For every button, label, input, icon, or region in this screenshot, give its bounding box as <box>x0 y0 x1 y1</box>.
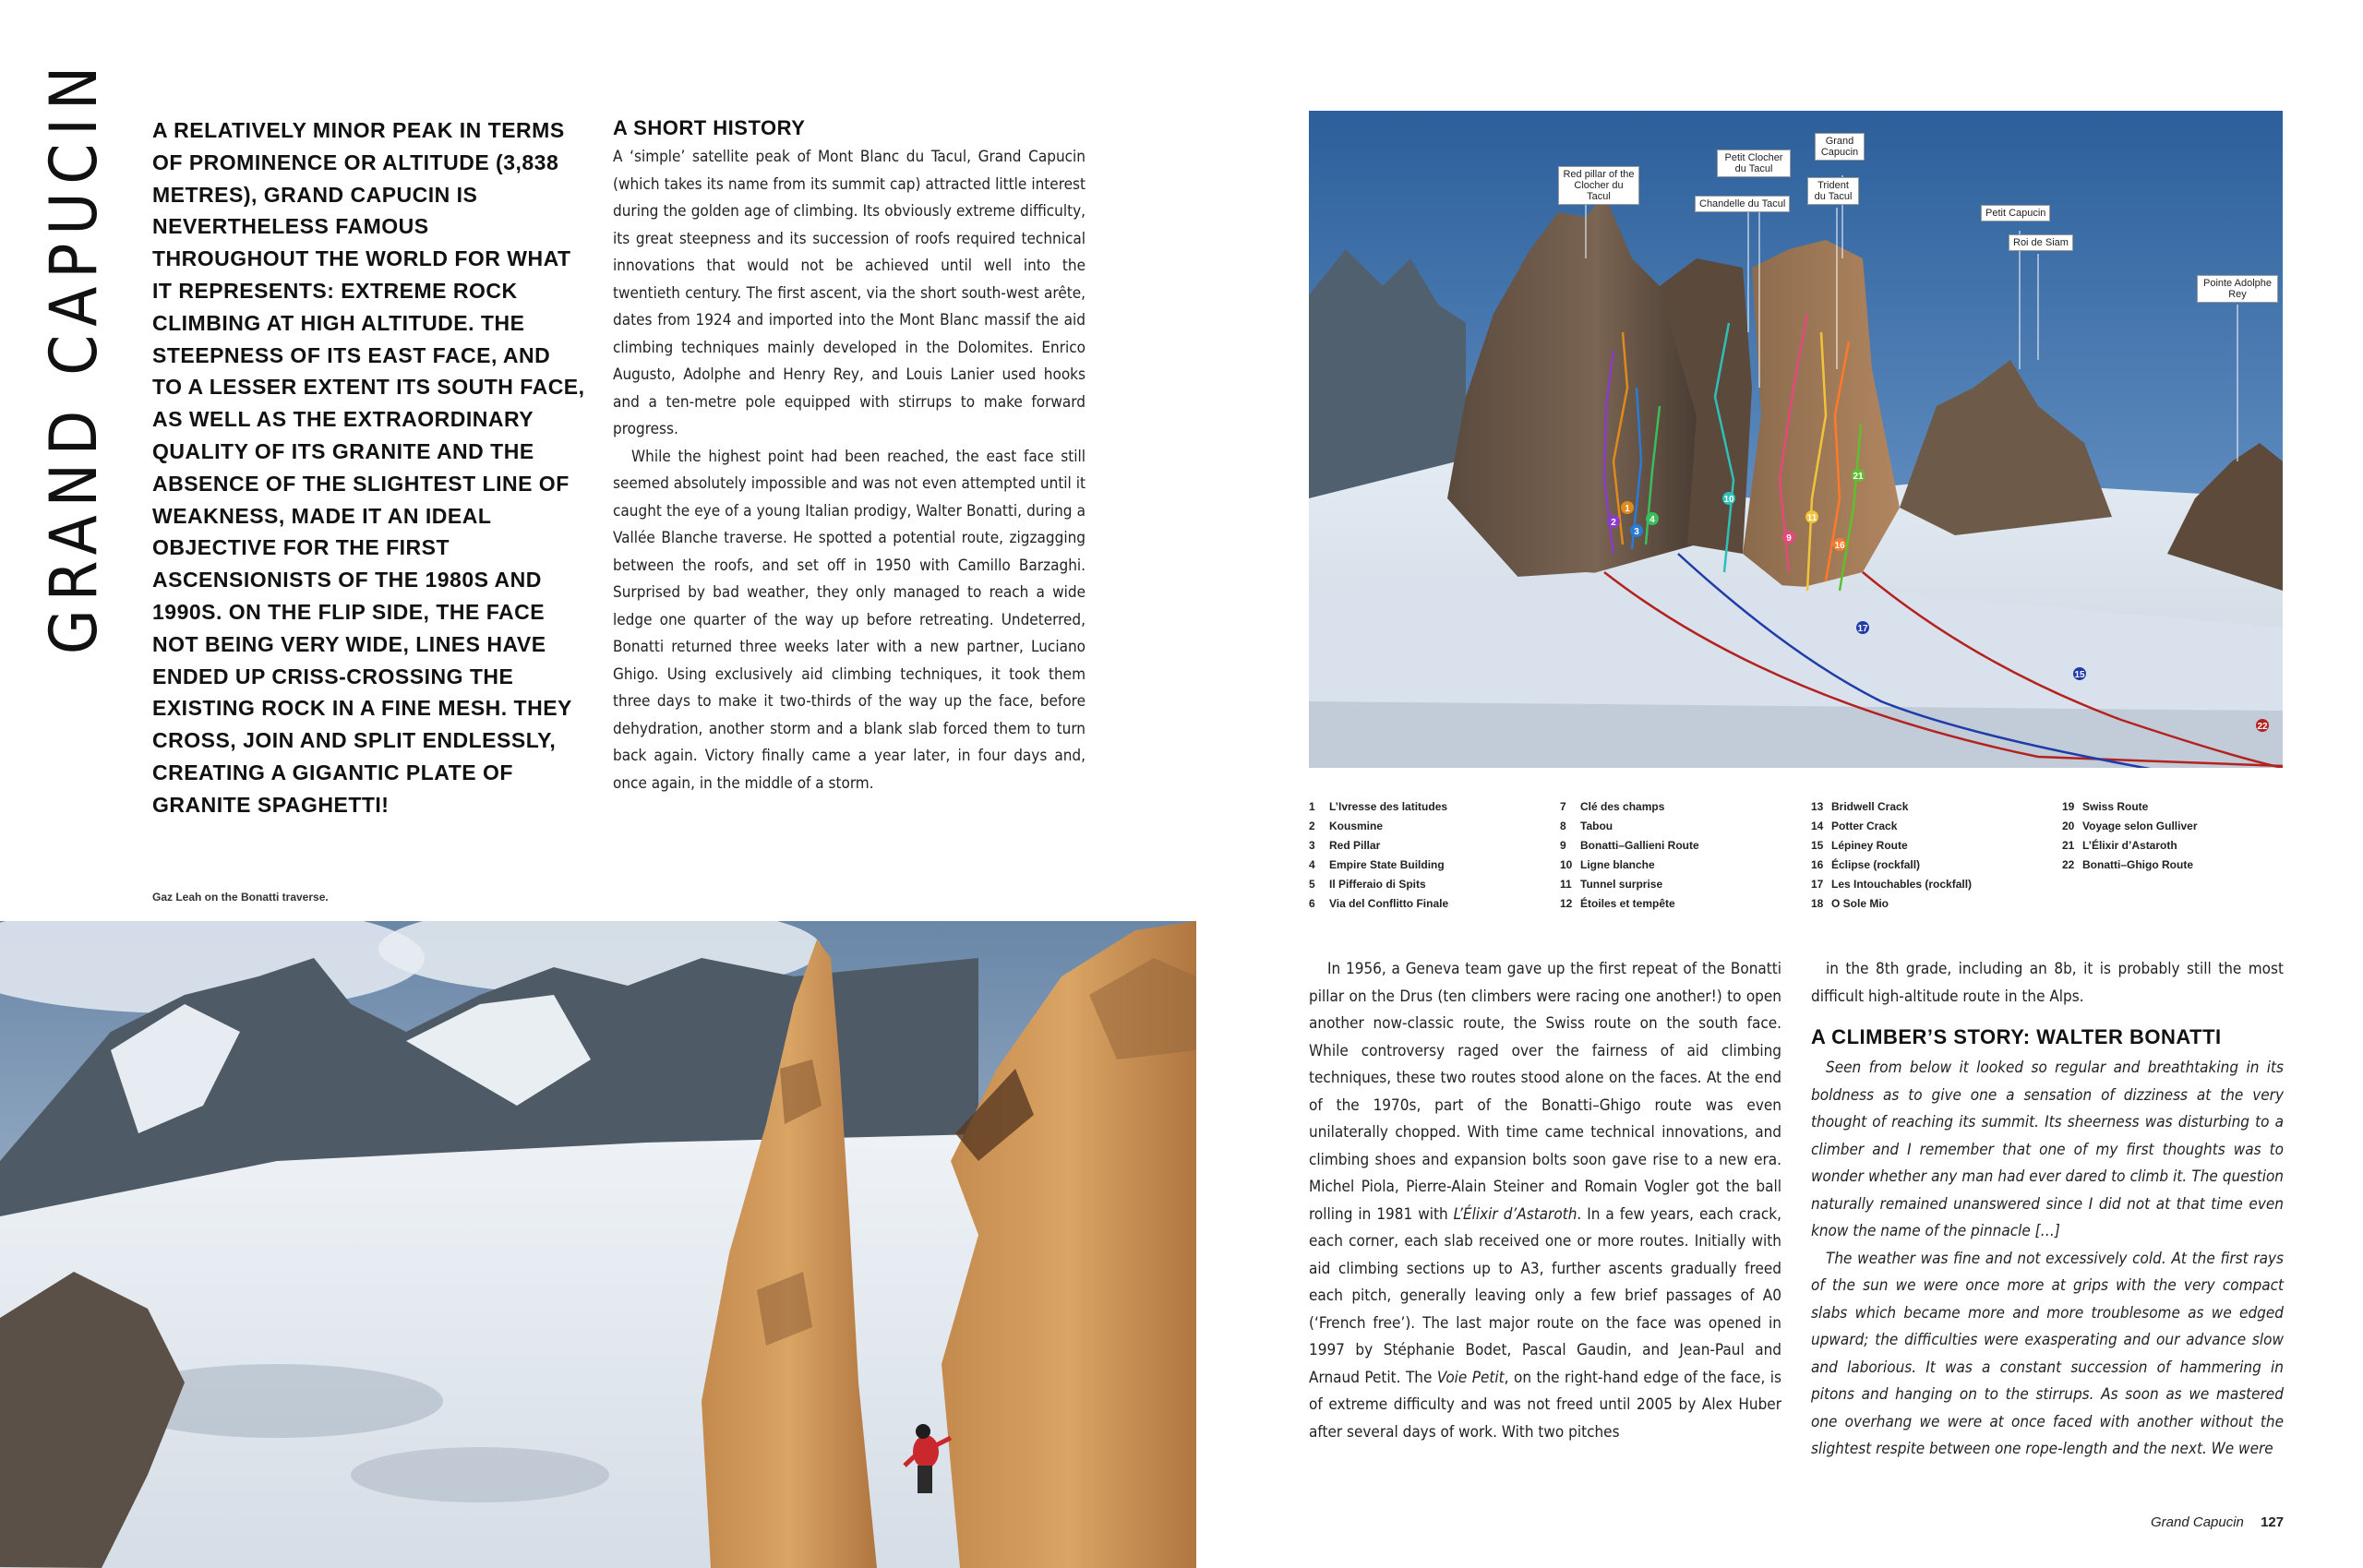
map-label-trident: Trident du Tacul <box>1807 177 1859 205</box>
route-map-photo <box>1309 111 2283 768</box>
svg-text:4: 4 <box>1649 515 1655 525</box>
legend-item: 14 Potter Crack <box>1811 820 1898 832</box>
legend-column-3 <box>1811 797 2060 914</box>
map-label-pointe-adolphe-rey: Pointe Adolphe Rey <box>2197 275 2278 303</box>
short-history-section <box>613 116 1086 797</box>
chapter-title-block <box>30 57 118 655</box>
legend-item: 16 Éclipse (rockfall) <box>1811 858 1921 871</box>
legend-item: 19 Swiss Route <box>2062 800 2149 813</box>
climber-story-quote-2: The weather was fine and not excessively cold. At the first rays of the sun we were once more at grips with the very compact slabs which became more and more troublesome as we edged upward; the difficulties were exasperating and our advance slow and laborious. It was a constant succession of hammering in pitons and hanging on to the stirrups. As soon as we mastered one overhang we were at once faced with another without the slightest respite between one rope-length and the next. We were <box>1811 1249 2284 1458</box>
legend-item: 10 Ligne blanche <box>1560 858 1655 871</box>
route-map-illustration <box>1309 111 2283 768</box>
legend-item: 4 Empire State Building <box>1309 858 1445 871</box>
svg-text:9: 9 <box>1786 533 1792 544</box>
page-footer <box>2151 1514 2284 1530</box>
map-label-petit-clocher: Petit Clocher du Tacul <box>1717 150 1791 177</box>
chapter-title: GRAND CAPUCIN <box>36 57 112 655</box>
legend-column-1 <box>1309 797 1558 914</box>
svg-text:22: 22 <box>2257 722 2268 732</box>
legend-item: 6 Via del Conflitto Finale <box>1309 897 1449 910</box>
photo-caption: Gaz Leah on the Bonatti traverse. <box>152 891 329 904</box>
svg-text:2: 2 <box>1611 518 1616 528</box>
map-label-chandelle: Chandelle du Tacul <box>1695 196 1790 212</box>
svg-text:15: 15 <box>2074 670 2085 680</box>
page-number: 127 <box>2261 1514 2285 1530</box>
short-history-paragraph-2: While the highest point had been reached, the east face still seemed absolutely impossible and was not even attempted until it caught the eye of a young Italian prodigy, Walter Bonatti, during a Vallée Blanche traverse. He spotted a potential route, zigzagging between the roofs, and set off in 1950 with Camillo Barzaghi. Surprised by bad weather, they only managed to reach a wide ledge one quarter of the way up before retreating. Undeterred, Bonatti returned three weeks later with a new partner, Luciano Ghigo. Using exclusively aid climbing techniques, it took them three days to make it two-thirds of the way up the face, before dehydration, another storm and a blank slab forced them to turn back again. Victory finally came a year later, in four days and, once again, in the middle of a storm. <box>613 447 1086 793</box>
legend-item: 12 Étoiles et tempête <box>1560 897 1675 910</box>
legend-item: 1 L’Ivresse des latitudes <box>1309 800 1448 813</box>
legend-item: 11 Tunnel surprise <box>1560 878 1663 891</box>
legend-item: 8 Tabou <box>1560 820 1613 832</box>
short-history-paragraph-1: A ‘simple’ satellite peak of Mont Blanc du Tacul, Grand Capucin (which takes its name from its summit cap) attracted little interest during the golden age of climbing. Its obviously extreme difficulty, its great steepness and its succession of roofs required technical innovations that would not be achieved until well into the twentieth century. The first ascent, via the short south-west arête, dates from 1924 and imported into the Mont Blanc massif the aid climbing techniques mainly developed in the Dolomites. Enrico Augusto, Adolphe and Henry Rey, and Louis Lanier used hooks and a ten-metre pole equipped with stirrups to make forward progress. <box>613 148 1086 438</box>
map-label-roi-de-siam: Roi de Siam <box>2009 234 2073 251</box>
legend-item: 17 Les Intouchables (rockfall) <box>1811 878 1973 891</box>
legend-item: 9 Bonatti–Gallieni Route <box>1560 839 1699 852</box>
legend-item: 3 Red Pillar <box>1309 839 1381 852</box>
svg-text:16: 16 <box>1834 541 1845 551</box>
svg-text:1: 1 <box>1625 504 1630 514</box>
legend-item: 2 Kousmine <box>1309 820 1384 832</box>
svg-text:3: 3 <box>1634 527 1639 537</box>
svg-text:21: 21 <box>1853 472 1864 482</box>
climber-photo-illustration <box>0 921 1196 1568</box>
legend-item: 20 Voyage selon Gulliver <box>2062 820 2198 832</box>
main-text-column-2 <box>1811 956 2284 1464</box>
climber-story-quote-1: Seen from below it looked so regular and breathtaking in its boldness as to give one a sensation of dizziness at the very thought of reaching its summit. Its sheerness was disturbing to a climber and I remember that one of my first thoughts was to wonder whether any man had ever dared to climb it. The question naturally remained unanswered since I did not at that time even know the name of the pinnacle […] <box>1811 1059 2284 1240</box>
main-text-continuation: in the 8th grade, including an 8b, it is probably still the most difficult high-altitude route in the Alps. <box>1811 960 2284 1006</box>
climber-story-body <box>1811 1055 2284 1464</box>
legend-column-2 <box>1560 797 1809 914</box>
legend-item: 15 Lépiney Route <box>1811 839 1908 852</box>
running-footer-title: Grand Capucin <box>2151 1514 2244 1530</box>
intro-paragraph: A RELATIVELY MINOR PEAK IN TERMS OF PROMINENCE OR ALTITUDE (3,838 METRES), GRAND CAPUCIN IS NEVERTHELESS FAMOUS THROUGHOUT THE WORLD FOR WHAT IT REPRESENTS: EXTREME ROCK CLIMBING AT HIGH ALTITUDE. THE STEEPNESS OF ITS EAST FACE, AND TO A LESSER EXTENT ITS SOUTH FACE, AS WELL AS THE EXTRAORDINARY QUALITY OF ITS GRANITE AND THE ABSENCE OF THE SLIGHTEST LINE OF WEAKNESS, MADE IT AN IDEAL OBJECTIVE FOR THE FIRST ASCENSIONISTS OF THE 1980S AND 1990S. ON THE FLIP SIDE, THE FACE NOT BEING VERY WIDE, LINES HAVE ENDED UP CRISS-CROSSING THE EXISTING ROCK IN A FINE MESH. THEY CROSS, JOIN AND SPLIT ENDLESSLY, CREATING A GIGANTIC PLATE OF GRANITE SPAGHETTI! <box>152 118 585 817</box>
legend-item: 21 L’Élixir d’Astaroth <box>2062 839 2177 852</box>
legend-item: 18 O Sole Mio <box>1811 897 1889 910</box>
climber-story-heading: A CLIMBER’S STORY: WALTER BONATTI <box>1811 1025 2222 1048</box>
legend-column-4 <box>2062 797 2311 875</box>
map-label-red-pillar: Red pillar of the Clocher du Tacul <box>1558 166 1639 205</box>
svg-text:11: 11 <box>1806 513 1817 523</box>
short-history-heading: A SHORT HISTORY <box>613 116 806 139</box>
climber-photo <box>0 921 1196 1568</box>
short-history-body <box>613 144 1086 797</box>
svg-text:10: 10 <box>1723 495 1734 505</box>
map-label-petit-capucin: Petit Capucin <box>1981 205 2050 221</box>
map-label-grand-capucin: Grand Capucin <box>1815 133 1865 161</box>
legend-item: 5 Il Pifferaio di Spits <box>1309 878 1426 891</box>
legend-item: 22 Bonatti–Ghigo Route <box>2062 858 2193 871</box>
legend-item: 7 Clé des champs <box>1560 800 1665 813</box>
svg-text:17: 17 <box>1857 624 1868 634</box>
legend-item: 13 Bridwell Crack <box>1811 800 1909 813</box>
main-text-column-1 <box>1309 956 1781 1446</box>
main-text-paragraph: In 1956, a Geneva team gave up the first repeat of the Bonatti pillar on the Drus (ten climbers were racing one another!) to open another now-classic route, the Swiss route on the south face. While controversy raged over the fairness of aid climbing techniques, these two routes stood alone on the faces. At the end of the 1970s, part of the Bonatti–Ghigo route was even unilaterally chopped. With time came technical innovations, and climbing shoes and expansion bolts soon gave rise to a new era. Michel Piola, Pierre-Alain Steiner and Romain Vogler got the ball rolling in 1981 with L’Élixir d’Astaroth. In a few years, each crack, each corner, each slab received one or more routes. Initially with aid climbing sections up to A3, further ascents gradually freed each pitch, generally leaving only a few brief passages of A0 (‘French free’). The last major route on the face was opened in 1997 by Stéphanie Bodet, Pascal Gaudin, and Jean-Paul and Arnaud Petit. The Voie Petit, on the right-hand edge of the face, is of extreme difficulty and was not freed until 2005 by Alex Huber after several days of work. With two pitches <box>1309 960 1782 1442</box>
